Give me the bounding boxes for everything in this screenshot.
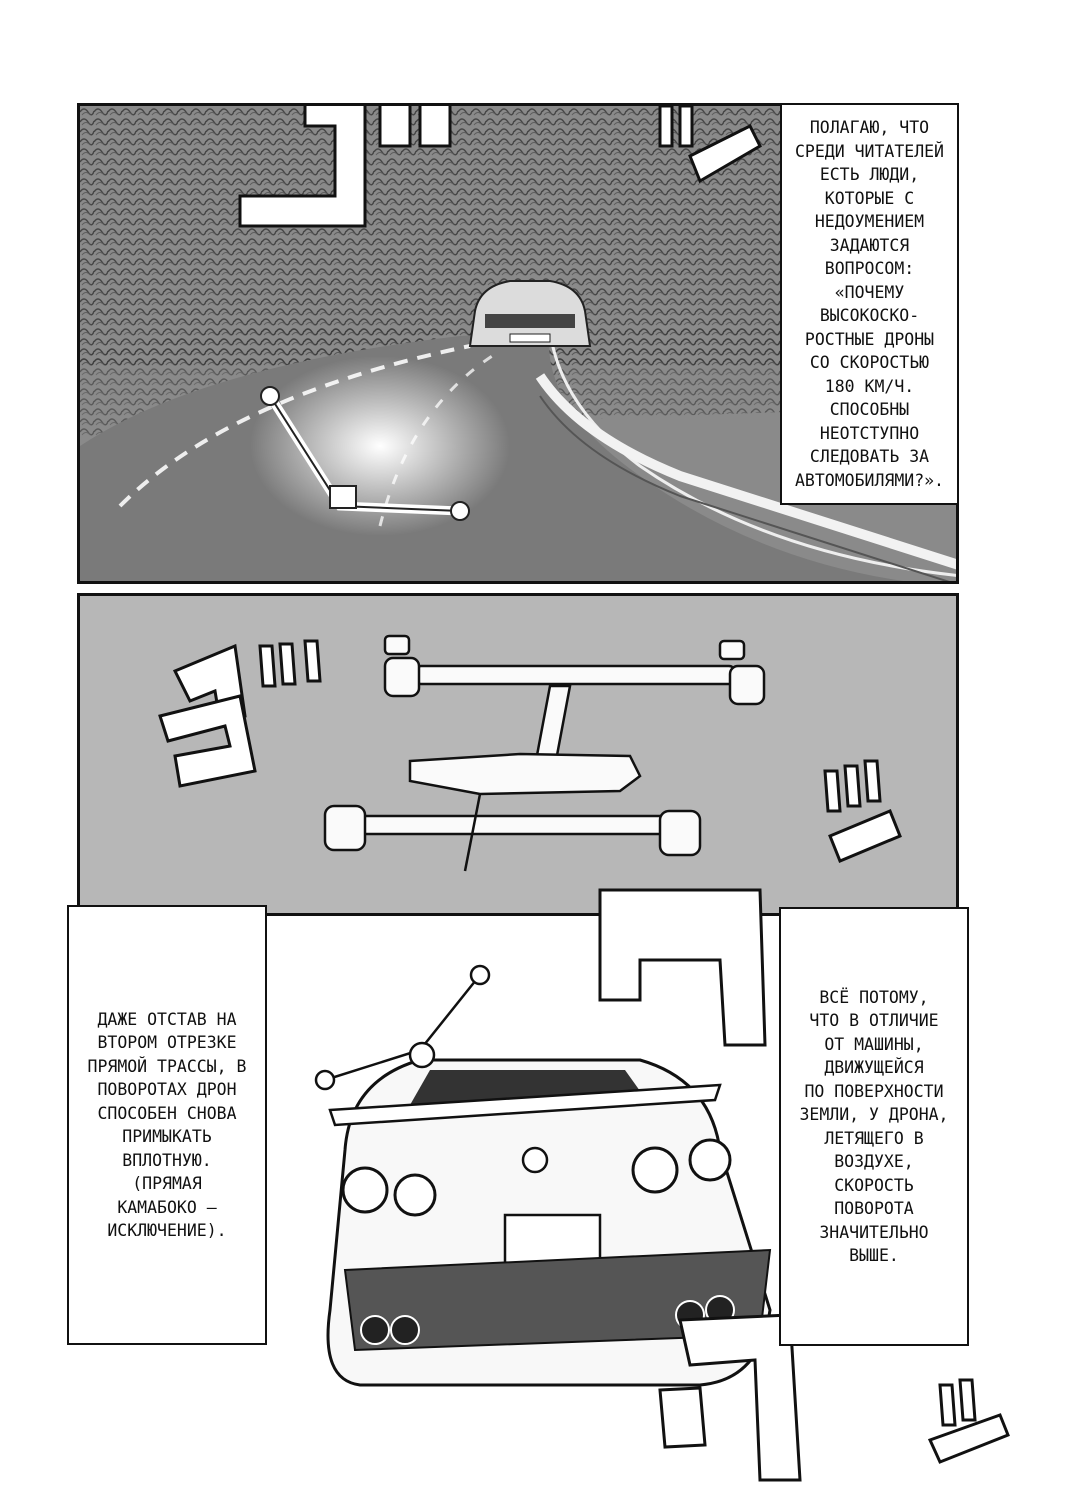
caption-text-left: ДАЖЕ ОТСТАВ НА ВТОРОМ ОТРЕЗКЕ ПРЯМОЙ ТРАССЫ, В ПОВОРОТАХ ДРОН СПОСОБЕН СНОВА ПРИМЫКАТЬ ВПЛОТНУЮ. (ПРЯМАЯ КАМАБОКО – ИСКЛЮЧЕНИЕ).: [87, 1009, 247, 1240]
drone-over-car: [316, 966, 489, 1089]
drone-closeup-illustration: [80, 596, 959, 916]
brand-emblem: [523, 1148, 547, 1172]
rear-wing: [330, 1085, 720, 1125]
drone-flying: [250, 356, 510, 536]
sports-car-front: [470, 281, 590, 346]
caption-box-top: [780, 103, 959, 505]
caption-text-top: ПОЛАГАЮ, ЧТО СРЕДИ ЧИТАТЕЛЕЙ ЕСТЬ ЛЮДИ, КОТОРЫЕ С НЕДОУМЕНИЕМ ЗАДАЮТСЯ ВОПРОСОМ: «ПОЧЕМУ ВЫСОКОСКО- РОСТНЫЕ ДРОНЫ СО СКОРОСТЬЮ 180 КМ/Ч. СПОСОБНЫ НЕОТСТУПНО СЛЕДОВАТЬ ЗА АВТОМОБИЛЯМИ?».: [794, 118, 944, 490]
car-rear-view: [328, 1060, 770, 1385]
caption-text-right: ВСЁ ПОТОМУ, ЧТО В ОТЛИЧИЕ ОТ МАШИНЫ, ДВИЖУЩЕЙСЯ ПО ПОВЕРХНОСТИ ЗЕМЛИ, У ДРОНА, ЛЕТЯЩЕГО В ВОЗДУХЕ, СКОРОСТЬ ПОВОРОТА ЗНАЧИТЕЛЬНО ВЫШЕ.: [799, 987, 949, 1265]
panel-drone-closeup: [77, 593, 959, 916]
license-plate: [505, 1215, 600, 1265]
caption-box-left: [67, 905, 267, 1345]
caption-box-right: [779, 907, 969, 1346]
